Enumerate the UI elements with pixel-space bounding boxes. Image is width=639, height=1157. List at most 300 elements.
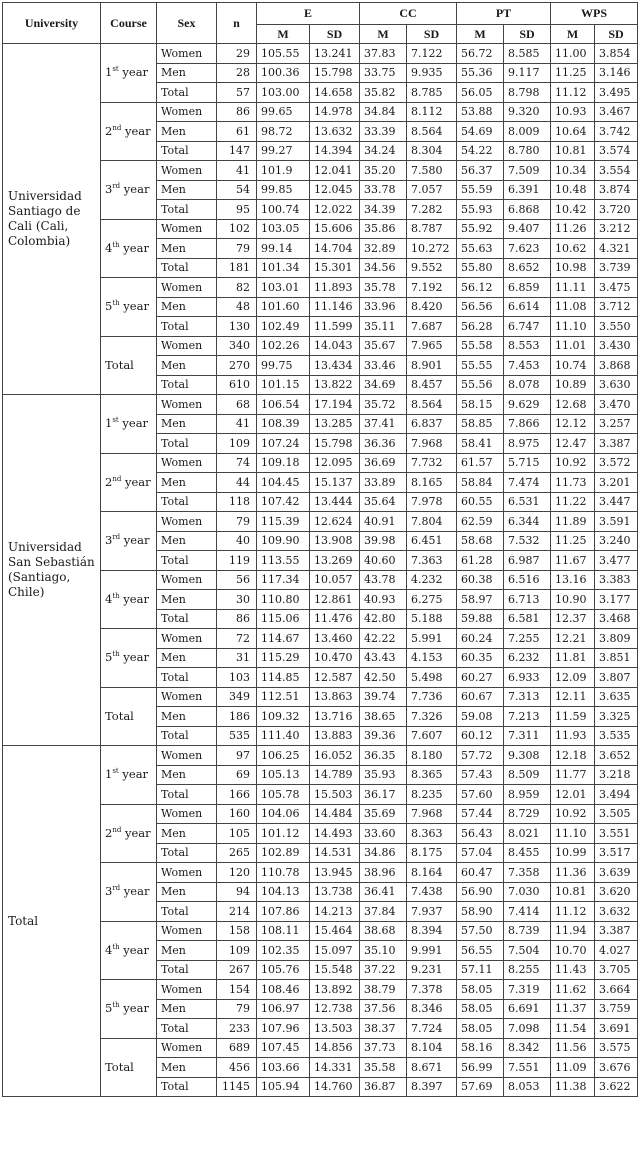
cc-sd-cell: 8.346	[407, 999, 457, 1019]
wps-m-cell: 11.93	[551, 726, 595, 746]
wps-sd-cell: 3.475	[595, 278, 638, 298]
cc-sd-cell: 7.804	[407, 512, 457, 532]
wps-sd-cell: 3.551	[595, 824, 638, 844]
pt-sd-cell: 8.078	[504, 375, 551, 395]
n-cell: 103	[217, 668, 257, 688]
wps-sd-cell: 3.739	[595, 258, 638, 278]
sex-cell: Men	[157, 531, 217, 551]
sex-cell: Men	[157, 824, 217, 844]
sex-cell: Men	[157, 239, 217, 259]
pt-sd-cell: 8.975	[504, 434, 551, 454]
wps-m-cell: 11.09	[551, 1058, 595, 1078]
sex-cell: Men	[157, 1058, 217, 1078]
cc-m-cell: 32.89	[360, 239, 407, 259]
pt-m-cell: 61.57	[457, 453, 504, 473]
pt-m-cell: 58.05	[457, 999, 504, 1019]
course-label	[101, 278, 157, 337]
wps-sd-cell: 3.742	[595, 122, 638, 142]
pt-m-cell: 60.67	[457, 687, 504, 707]
header-n: n	[217, 3, 257, 44]
course-number: 5	[105, 650, 113, 665]
sex-cell: Women	[157, 629, 217, 649]
e-m-cell: 106.97	[257, 999, 310, 1019]
n-cell: 94	[217, 882, 257, 902]
n-cell: 79	[217, 512, 257, 532]
n-cell: 48	[217, 297, 257, 317]
pt-sd-cell: 7.532	[504, 531, 551, 551]
course-number: 5	[105, 299, 113, 314]
cc-sd-cell: 9.231	[407, 960, 457, 980]
sex-cell: Men	[157, 297, 217, 317]
wps-sd-cell: 3.868	[595, 356, 638, 376]
wps-sd-cell: 3.218	[595, 765, 638, 785]
course-number: 2	[105, 123, 113, 138]
table-header	[3, 3, 638, 44]
e-sd-cell: 13.269	[310, 551, 360, 571]
course-label	[101, 395, 157, 454]
pt-sd-cell: 7.030	[504, 882, 551, 902]
wps-m-cell: 10.42	[551, 200, 595, 220]
course-ordinal-suffix: th	[112, 942, 120, 951]
e-m-cell: 99.65	[257, 102, 310, 122]
course-label	[101, 453, 157, 512]
cc-sd-cell: 8.785	[407, 83, 457, 103]
wps-m-cell: 10.34	[551, 161, 595, 181]
pt-m-cell: 56.37	[457, 161, 504, 181]
cc-m-cell: 36.35	[360, 746, 407, 766]
cc-sd-cell: 4.232	[407, 570, 457, 590]
pt-sd-cell: 7.313	[504, 687, 551, 707]
sex-cell: Women	[157, 161, 217, 181]
wps-m-cell: 11.37	[551, 999, 595, 1019]
pt-m-cell: 55.36	[457, 63, 504, 83]
e-m-cell: 101.15	[257, 375, 310, 395]
course-year-word: year	[119, 650, 149, 665]
e-sd-cell: 13.632	[310, 122, 360, 142]
sex-cell: Men	[157, 707, 217, 727]
e-m-cell: 107.86	[257, 902, 310, 922]
e-sd-cell: 15.097	[310, 941, 360, 961]
e-m-cell: 102.35	[257, 941, 310, 961]
pt-sd-cell: 9.629	[504, 395, 551, 415]
header-cc-sd: SD	[407, 25, 457, 44]
pt-sd-cell: 7.098	[504, 1019, 551, 1039]
cc-m-cell: 39.74	[360, 687, 407, 707]
wps-m-cell: 11.36	[551, 863, 595, 883]
pt-sd-cell: 6.516	[504, 570, 551, 590]
cc-m-cell: 35.93	[360, 765, 407, 785]
n-cell: 349	[217, 687, 257, 707]
n-cell: 79	[217, 999, 257, 1019]
wps-sd-cell: 3.664	[595, 980, 638, 1000]
e-m-cell: 104.06	[257, 804, 310, 824]
course-ordinal-suffix: rd	[112, 182, 121, 191]
sex-cell: Women	[157, 687, 217, 707]
e-m-cell: 107.24	[257, 434, 310, 454]
cc-sd-cell: 8.112	[407, 102, 457, 122]
course-year-word: year	[120, 884, 150, 899]
table-row	[3, 395, 638, 415]
cc-m-cell: 35.72	[360, 395, 407, 415]
cc-m-cell: 38.96	[360, 863, 407, 883]
e-m-cell: 113.55	[257, 551, 310, 571]
n-cell: 535	[217, 726, 257, 746]
n-cell: 160	[217, 804, 257, 824]
cc-m-cell: 35.67	[360, 336, 407, 356]
pt-sd-cell: 6.933	[504, 668, 551, 688]
n-cell: 95	[217, 200, 257, 220]
cc-m-cell: 36.36	[360, 434, 407, 454]
pt-m-cell: 56.12	[457, 278, 504, 298]
wps-m-cell: 10.70	[551, 941, 595, 961]
table-row	[3, 746, 638, 766]
table-row	[3, 44, 638, 64]
cc-sd-cell: 7.363	[407, 551, 457, 571]
course-number: 1	[105, 65, 113, 80]
course-ordinal-suffix: nd	[112, 474, 122, 483]
course-ordinal-suffix: rd	[112, 884, 121, 893]
e-sd-cell: 13.863	[310, 687, 360, 707]
pt-sd-cell: 6.713	[504, 590, 551, 610]
sex-cell: Women	[157, 746, 217, 766]
pt-sd-cell: 7.255	[504, 629, 551, 649]
cc-m-cell: 39.36	[360, 726, 407, 746]
course-number: 1	[105, 416, 113, 431]
cc-m-cell: 42.50	[360, 668, 407, 688]
wps-sd-cell: 3.387	[595, 921, 638, 941]
course-number: 5	[105, 1001, 113, 1016]
cc-m-cell: 36.87	[360, 1077, 407, 1097]
sex-cell: Men	[157, 882, 217, 902]
n-cell: 270	[217, 356, 257, 376]
e-sd-cell: 14.760	[310, 1077, 360, 1097]
wps-sd-cell: 3.554	[595, 161, 638, 181]
sex-cell: Total	[157, 726, 217, 746]
pt-m-cell: 60.27	[457, 668, 504, 688]
sex-cell: Total	[157, 200, 217, 220]
sex-cell: Total	[157, 551, 217, 571]
sex-cell: Women	[157, 44, 217, 64]
wps-m-cell: 11.89	[551, 512, 595, 532]
pt-sd-cell: 7.509	[504, 161, 551, 181]
sex-cell: Total	[157, 960, 217, 980]
cc-m-cell: 35.82	[360, 83, 407, 103]
pt-m-cell: 54.69	[457, 122, 504, 142]
sex-cell: Men	[157, 999, 217, 1019]
e-m-cell: 99.27	[257, 141, 310, 161]
course-label	[101, 161, 157, 220]
e-m-cell: 103.00	[257, 83, 310, 103]
cc-m-cell: 34.39	[360, 200, 407, 220]
cc-sd-cell: 7.607	[407, 726, 457, 746]
e-sd-cell: 14.789	[310, 765, 360, 785]
pt-m-cell: 56.55	[457, 941, 504, 961]
pt-sd-cell: 7.551	[504, 1058, 551, 1078]
wps-m-cell: 10.81	[551, 141, 595, 161]
e-sd-cell: 14.213	[310, 902, 360, 922]
cc-m-cell: 33.78	[360, 180, 407, 200]
pt-sd-cell: 8.739	[504, 921, 551, 941]
wps-sd-cell: 3.705	[595, 960, 638, 980]
pt-m-cell: 56.99	[457, 1058, 504, 1078]
university-name: Total	[3, 746, 101, 1097]
course-ordinal-suffix: th	[112, 650, 120, 659]
course-year-word: year	[118, 65, 149, 80]
course-number: Total	[105, 357, 134, 372]
e-m-cell: 105.55	[257, 44, 310, 64]
e-m-cell: 107.45	[257, 1038, 310, 1058]
cc-m-cell: 35.58	[360, 1058, 407, 1078]
wps-sd-cell: 3.387	[595, 434, 638, 454]
cc-sd-cell: 7.122	[407, 44, 457, 64]
wps-sd-cell: 3.622	[595, 1077, 638, 1097]
pt-m-cell: 58.90	[457, 902, 504, 922]
cc-sd-cell: 8.787	[407, 219, 457, 239]
n-cell: 79	[217, 239, 257, 259]
pt-sd-cell: 7.453	[504, 356, 551, 376]
cc-sd-cell: 8.394	[407, 921, 457, 941]
e-sd-cell: 15.301	[310, 258, 360, 278]
cc-m-cell: 36.41	[360, 882, 407, 902]
pt-sd-cell: 8.959	[504, 785, 551, 805]
e-sd-cell: 14.493	[310, 824, 360, 844]
e-sd-cell: 11.599	[310, 317, 360, 337]
pt-m-cell: 54.22	[457, 141, 504, 161]
pt-m-cell: 58.05	[457, 980, 504, 1000]
pt-m-cell: 56.05	[457, 83, 504, 103]
university-name: Universidad Santiago de Cali (Cali, Colombia)	[3, 44, 101, 395]
pt-m-cell: 60.12	[457, 726, 504, 746]
cc-sd-cell: 5.188	[407, 609, 457, 629]
pt-sd-cell: 7.623	[504, 239, 551, 259]
pt-m-cell: 57.60	[457, 785, 504, 805]
n-cell: 119	[217, 551, 257, 571]
wps-sd-cell: 3.550	[595, 317, 638, 337]
course-number: 4	[105, 240, 113, 255]
header-group-wps: WPS	[551, 3, 638, 25]
header-group-pt: PT	[457, 3, 551, 25]
cc-sd-cell: 8.564	[407, 395, 457, 415]
course-label	[101, 570, 157, 629]
pt-sd-cell: 9.308	[504, 746, 551, 766]
wps-m-cell: 12.47	[551, 434, 595, 454]
wps-sd-cell: 3.854	[595, 44, 638, 64]
wps-sd-cell: 3.325	[595, 707, 638, 727]
n-cell: 86	[217, 102, 257, 122]
cc-m-cell: 42.22	[360, 629, 407, 649]
wps-m-cell: 11.56	[551, 1038, 595, 1058]
statistics-table	[2, 2, 638, 1097]
wps-m-cell: 11.62	[551, 980, 595, 1000]
n-cell: 61	[217, 122, 257, 142]
header-pt-m: M	[457, 25, 504, 44]
cc-m-cell: 37.22	[360, 960, 407, 980]
header-group-e: E	[257, 3, 360, 25]
pt-sd-cell: 8.780	[504, 141, 551, 161]
n-cell: 265	[217, 843, 257, 863]
wps-m-cell: 11.77	[551, 765, 595, 785]
wps-sd-cell: 3.257	[595, 414, 638, 434]
e-sd-cell: 13.883	[310, 726, 360, 746]
e-sd-cell: 10.057	[310, 570, 360, 590]
wps-m-cell: 11.67	[551, 551, 595, 571]
e-m-cell: 110.80	[257, 590, 310, 610]
cc-sd-cell: 8.365	[407, 765, 457, 785]
header-sex: Sex	[157, 3, 217, 44]
wps-m-cell: 11.38	[551, 1077, 595, 1097]
sex-cell: Men	[157, 941, 217, 961]
cc-sd-cell: 7.978	[407, 492, 457, 512]
e-m-cell: 101.9	[257, 161, 310, 181]
e-m-cell: 107.42	[257, 492, 310, 512]
wps-m-cell: 12.11	[551, 687, 595, 707]
header-course: Course	[101, 3, 157, 44]
wps-m-cell: 11.12	[551, 83, 595, 103]
wps-sd-cell: 4.321	[595, 239, 638, 259]
n-cell: 57	[217, 83, 257, 103]
e-m-cell: 105.76	[257, 960, 310, 980]
sex-cell: Women	[157, 395, 217, 415]
pt-m-cell: 55.59	[457, 180, 504, 200]
course-year-word: year	[121, 825, 151, 840]
n-cell: 147	[217, 141, 257, 161]
pt-sd-cell: 8.255	[504, 960, 551, 980]
wps-sd-cell: 3.177	[595, 590, 638, 610]
e-sd-cell: 16.052	[310, 746, 360, 766]
e-sd-cell: 14.484	[310, 804, 360, 824]
e-m-cell: 106.54	[257, 395, 310, 415]
cc-sd-cell: 8.457	[407, 375, 457, 395]
n-cell: 68	[217, 395, 257, 415]
e-m-cell: 110.78	[257, 863, 310, 883]
cc-sd-cell: 7.736	[407, 687, 457, 707]
cc-m-cell: 35.20	[360, 161, 407, 181]
e-m-cell: 109.32	[257, 707, 310, 727]
sex-cell: Total	[157, 609, 217, 629]
e-sd-cell: 13.908	[310, 531, 360, 551]
sex-cell: Total	[157, 1077, 217, 1097]
wps-m-cell: 10.48	[551, 180, 595, 200]
cc-sd-cell: 7.968	[407, 804, 457, 824]
cc-m-cell: 35.69	[360, 804, 407, 824]
e-sd-cell: 14.658	[310, 83, 360, 103]
wps-m-cell: 11.26	[551, 219, 595, 239]
course-label	[101, 629, 157, 688]
pt-sd-cell: 7.311	[504, 726, 551, 746]
sex-cell: Total	[157, 785, 217, 805]
wps-m-cell: 11.11	[551, 278, 595, 298]
course-year-word: year	[119, 240, 149, 255]
cc-m-cell: 37.73	[360, 1038, 407, 1058]
wps-sd-cell: 3.468	[595, 609, 638, 629]
pt-sd-cell: 8.509	[504, 765, 551, 785]
sex-cell: Women	[157, 102, 217, 122]
course-label	[101, 980, 157, 1039]
cc-sd-cell: 6.837	[407, 414, 457, 434]
wps-m-cell: 10.74	[551, 356, 595, 376]
wps-m-cell: 10.89	[551, 375, 595, 395]
sex-cell: Women	[157, 570, 217, 590]
sex-cell: Women	[157, 980, 217, 1000]
n-cell: 41	[217, 161, 257, 181]
pt-m-cell: 59.88	[457, 609, 504, 629]
cc-m-cell: 38.68	[360, 921, 407, 941]
pt-sd-cell: 6.391	[504, 180, 551, 200]
sex-cell: Men	[157, 63, 217, 83]
pt-m-cell: 60.35	[457, 648, 504, 668]
pt-m-cell: 57.44	[457, 804, 504, 824]
course-number: 2	[105, 474, 113, 489]
n-cell: 86	[217, 609, 257, 629]
course-number: 2	[105, 825, 113, 840]
pt-sd-cell: 8.455	[504, 843, 551, 863]
wps-sd-cell: 3.535	[595, 726, 638, 746]
wps-sd-cell: 3.720	[595, 200, 638, 220]
e-sd-cell: 13.285	[310, 414, 360, 434]
e-sd-cell: 11.146	[310, 297, 360, 317]
pt-sd-cell: 7.866	[504, 414, 551, 434]
sex-cell: Women	[157, 219, 217, 239]
header-cc-m: M	[360, 25, 407, 44]
n-cell: 181	[217, 258, 257, 278]
wps-m-cell: 11.00	[551, 44, 595, 64]
pt-m-cell: 56.56	[457, 297, 504, 317]
wps-m-cell: 11.94	[551, 921, 595, 941]
course-number: 3	[105, 533, 113, 548]
e-sd-cell: 13.241	[310, 44, 360, 64]
course-label	[101, 219, 157, 278]
n-cell: 29	[217, 44, 257, 64]
cc-m-cell: 38.37	[360, 1019, 407, 1039]
cc-m-cell: 33.46	[360, 356, 407, 376]
e-sd-cell: 15.798	[310, 63, 360, 83]
wps-sd-cell: 3.212	[595, 219, 638, 239]
e-sd-cell: 15.503	[310, 785, 360, 805]
pt-sd-cell: 8.798	[504, 83, 551, 103]
pt-sd-cell: 8.585	[504, 44, 551, 64]
wps-sd-cell: 3.676	[595, 1058, 638, 1078]
e-m-cell: 104.45	[257, 473, 310, 493]
course-ordinal-suffix: st	[112, 767, 119, 776]
pt-m-cell: 60.24	[457, 629, 504, 649]
cc-m-cell: 34.84	[360, 102, 407, 122]
wps-sd-cell: 3.430	[595, 336, 638, 356]
course-year-word: year	[119, 591, 149, 606]
n-cell: 120	[217, 863, 257, 883]
course-year-word: year	[120, 533, 150, 548]
e-sd-cell: 13.738	[310, 882, 360, 902]
e-sd-cell: 11.893	[310, 278, 360, 298]
pt-sd-cell: 8.553	[504, 336, 551, 356]
pt-m-cell: 55.80	[457, 258, 504, 278]
e-sd-cell: 12.022	[310, 200, 360, 220]
e-m-cell: 101.12	[257, 824, 310, 844]
wps-sd-cell: 3.639	[595, 863, 638, 883]
cc-m-cell: 38.79	[360, 980, 407, 1000]
e-m-cell: 99.14	[257, 239, 310, 259]
course-number: Total	[105, 1059, 134, 1074]
header-wps-m: M	[551, 25, 595, 44]
wps-m-cell: 11.12	[551, 902, 595, 922]
sex-cell: Women	[157, 278, 217, 298]
course-label	[101, 512, 157, 571]
e-sd-cell: 14.856	[310, 1038, 360, 1058]
n-cell: 154	[217, 980, 257, 1000]
wps-sd-cell: 3.759	[595, 999, 638, 1019]
course-label	[101, 746, 157, 805]
cc-m-cell: 36.17	[360, 785, 407, 805]
wps-m-cell: 10.93	[551, 102, 595, 122]
